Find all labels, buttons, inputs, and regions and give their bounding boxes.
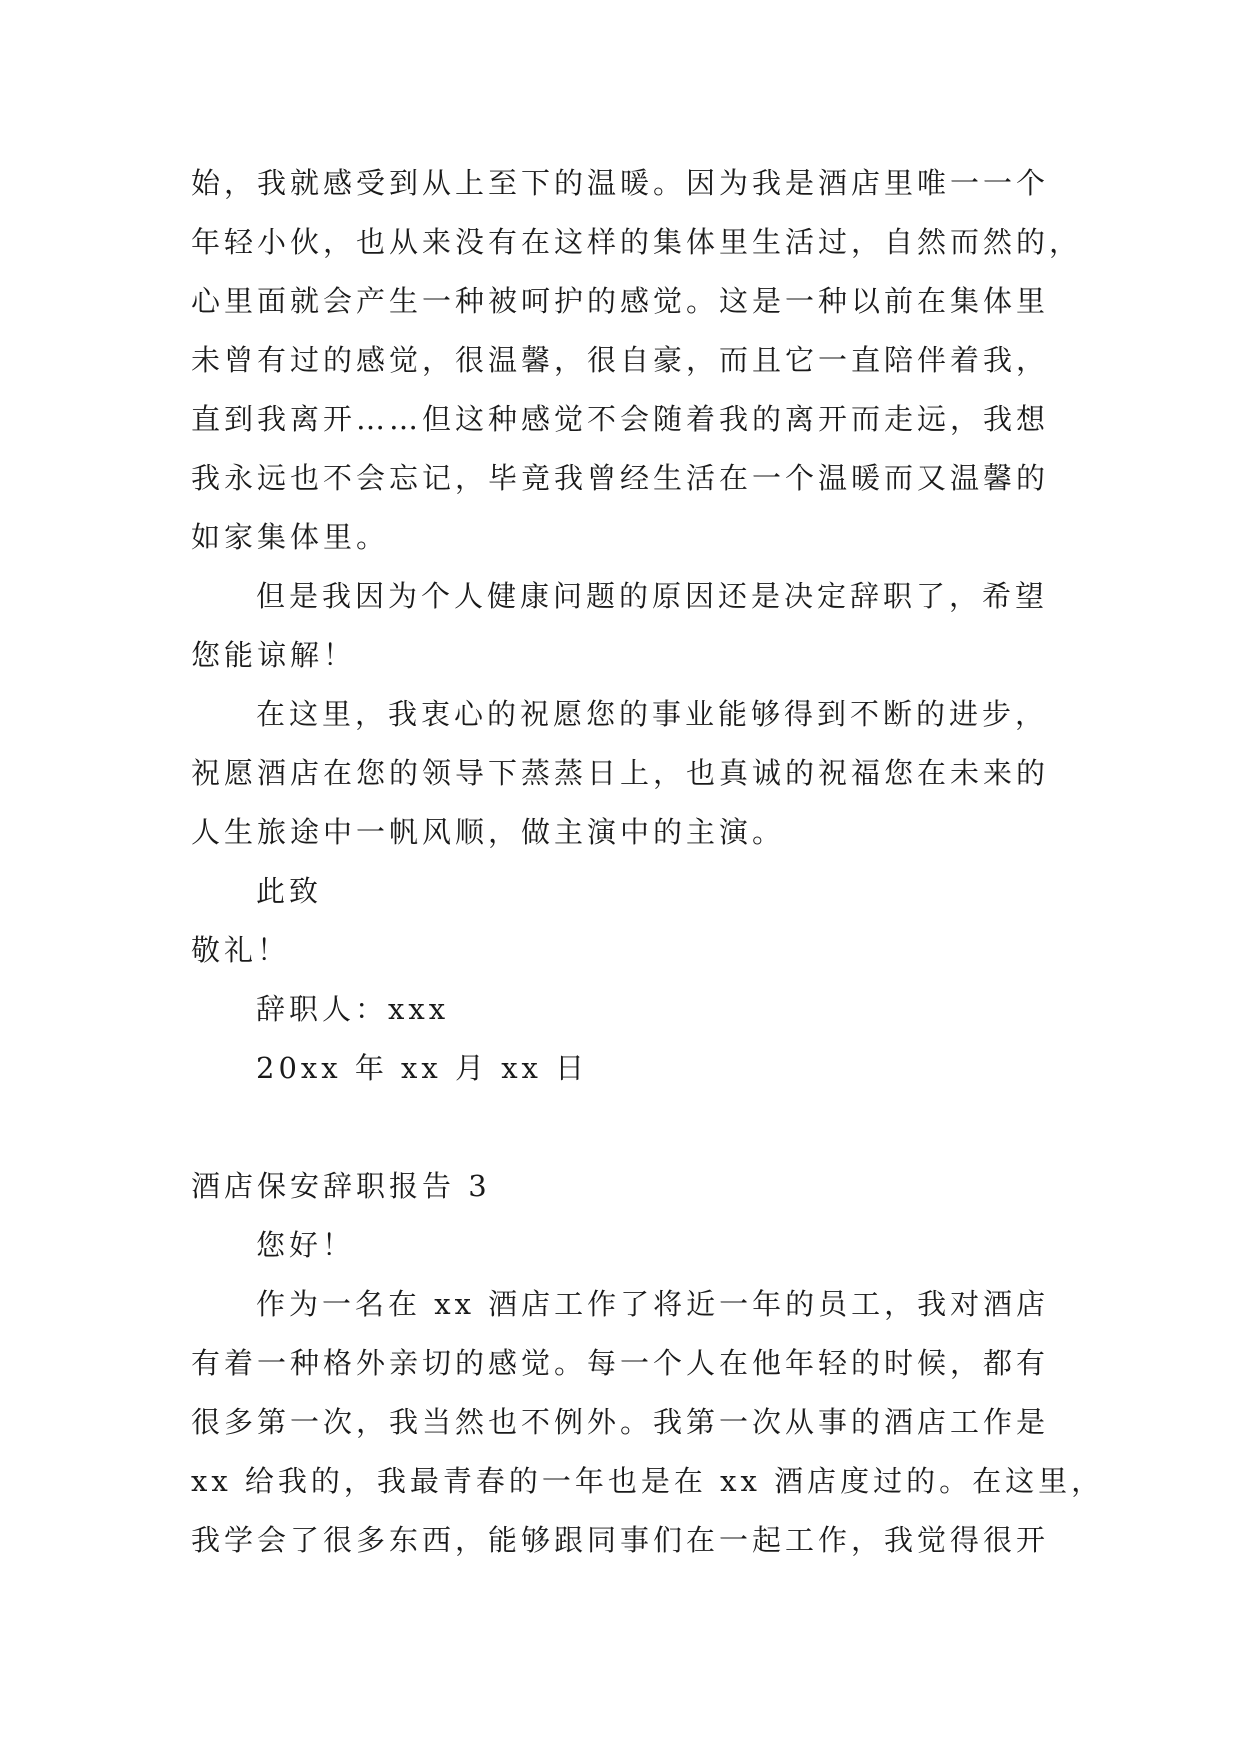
greeting-text: 您好！ <box>256 1228 356 1262</box>
text-line: 但是我因为个人健康问题的原因还是决定辞职了，希望 <box>256 579 1049 613</box>
date-text: 20xx 年 xx 月 xx 日 <box>256 1051 589 1085</box>
text-line: 心里面就会产生一种被呵护的感觉。这是一种以前在集体里 <box>191 284 1050 318</box>
text-line: xx 给我的，我最青春的一年也是在 xx 酒店度过的。在这里， <box>191 1464 1105 1498</box>
text-line: 作为一名在 xx 酒店工作了将近一年的员工，我对酒店 <box>256 1287 1050 1321</box>
text-line: 祝愿酒店在您的领导下蒸蒸日上，也真诚的祝福您在未来的 <box>191 756 1050 790</box>
text-line: 未曾有过的感觉，很温馨，很自豪，而且它一直陪伴着我， <box>191 343 1050 377</box>
text-line: 您能谅解！ <box>191 638 357 672</box>
text-line: 很多第一次，我当然也不例外。我第一次从事的酒店工作是 <box>191 1405 1050 1439</box>
text-line: 我永远也不会忘记，毕竟我曾经生活在一个温暖而又温馨的 <box>191 461 1050 495</box>
text-line: 直到我离开……但这种感觉不会随着我的离开而走远，我想 <box>191 402 1050 436</box>
closing-text: 此致 <box>256 874 323 908</box>
text-line: 人生旅途中一帆风顺，做主演中的主演。 <box>191 815 786 849</box>
text-line: 始，我就感受到从上至下的温暖。因为我是酒店里唯一一个 <box>191 166 1050 200</box>
signature-text: 辞职人：xxx <box>256 992 450 1026</box>
text-line: 在这里，我衷心的祝愿您的事业能够得到不断的进步， <box>256 697 1049 731</box>
text-line: 我学会了很多东西，能够跟同事们在一起工作，我觉得很开 <box>191 1523 1050 1557</box>
text-line: 年轻小伙，也从来没有在这样的集体里生活过，自然而然的， <box>191 225 1083 259</box>
section-title: 酒店保安辞职报告 3 <box>191 1169 491 1203</box>
text-line: 如家集体里。 <box>191 520 390 554</box>
salute-text: 敬礼！ <box>191 933 291 967</box>
text-line: 有着一种格外亲切的感觉。每一个人在他年轻的时候，都有 <box>191 1346 1050 1380</box>
